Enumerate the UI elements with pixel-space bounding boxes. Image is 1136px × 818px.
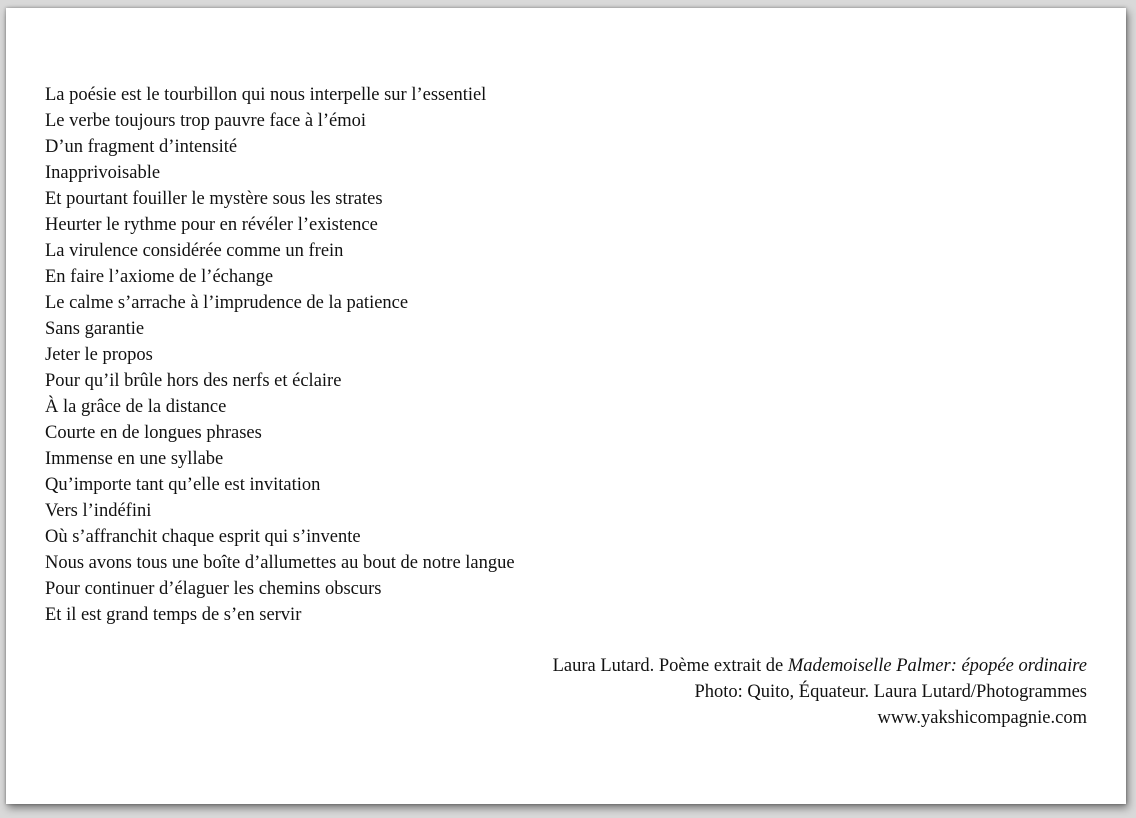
poem-line: La virulence considérée comme un frein — [45, 241, 344, 261]
poem-line: D’un fragment d’intensité — [45, 137, 238, 157]
attribution-prefix: Laura Lutard. Poème extrait de — [552, 656, 788, 676]
poem — [45, 82, 515, 628]
poem-line: En faire l’axiome de l’échange — [45, 267, 274, 287]
poem-line: Le verbe toujours trop pauvre face à l’émoi — [45, 111, 367, 131]
poem-line: Courte en de longues phrases — [45, 423, 262, 443]
credits — [553, 653, 1087, 731]
poem-line: Jeter le propos — [45, 345, 153, 365]
poem-line: Immense en une syllabe — [45, 449, 224, 469]
poem-line: Sans garantie — [45, 319, 145, 339]
website-link[interactable]: www.yakshicompagnie.com — [877, 708, 1087, 728]
poem-line: La poésie est le tourbillon qui nous interpelle sur l’essentiel — [45, 85, 487, 105]
poem-line: Pour continuer d’élaguer les chemins obscurs — [45, 579, 382, 599]
poem-line: Heurter le rythme pour en révéler l’existence — [45, 215, 378, 235]
book-title: Mademoiselle Palmer: épopée ordinaire — [787, 656, 1087, 676]
poem-line: Où s’affranchit chaque esprit qui s’invente — [45, 527, 361, 547]
postcard-page — [6, 8, 1126, 804]
poem-line: Nous avons tous une boîte d’allumettes au bout de notre langue — [45, 553, 515, 573]
poem-line: Qu’importe tant qu’elle est invitation — [45, 475, 321, 495]
poem-line: Pour qu’il brûle hors des nerfs et éclaire — [45, 371, 342, 391]
poem-line: Inapprivoisable — [45, 163, 161, 183]
poem-line: Vers l’indéfini — [45, 501, 152, 521]
poem-line: À la grâce de la distance — [45, 397, 227, 417]
poem-line: Et pourtant fouiller le mystère sous les strates — [45, 189, 383, 209]
poem-line: Et il est grand temps de s’en servir — [45, 605, 302, 625]
photo-credit: Photo: Quito, Équateur. Laura Lutard/Photogrammes — [694, 682, 1087, 702]
poem-line: Le calme s’arrache à l’imprudence de la patience — [45, 293, 409, 313]
attribution-line — [553, 653, 1087, 679]
